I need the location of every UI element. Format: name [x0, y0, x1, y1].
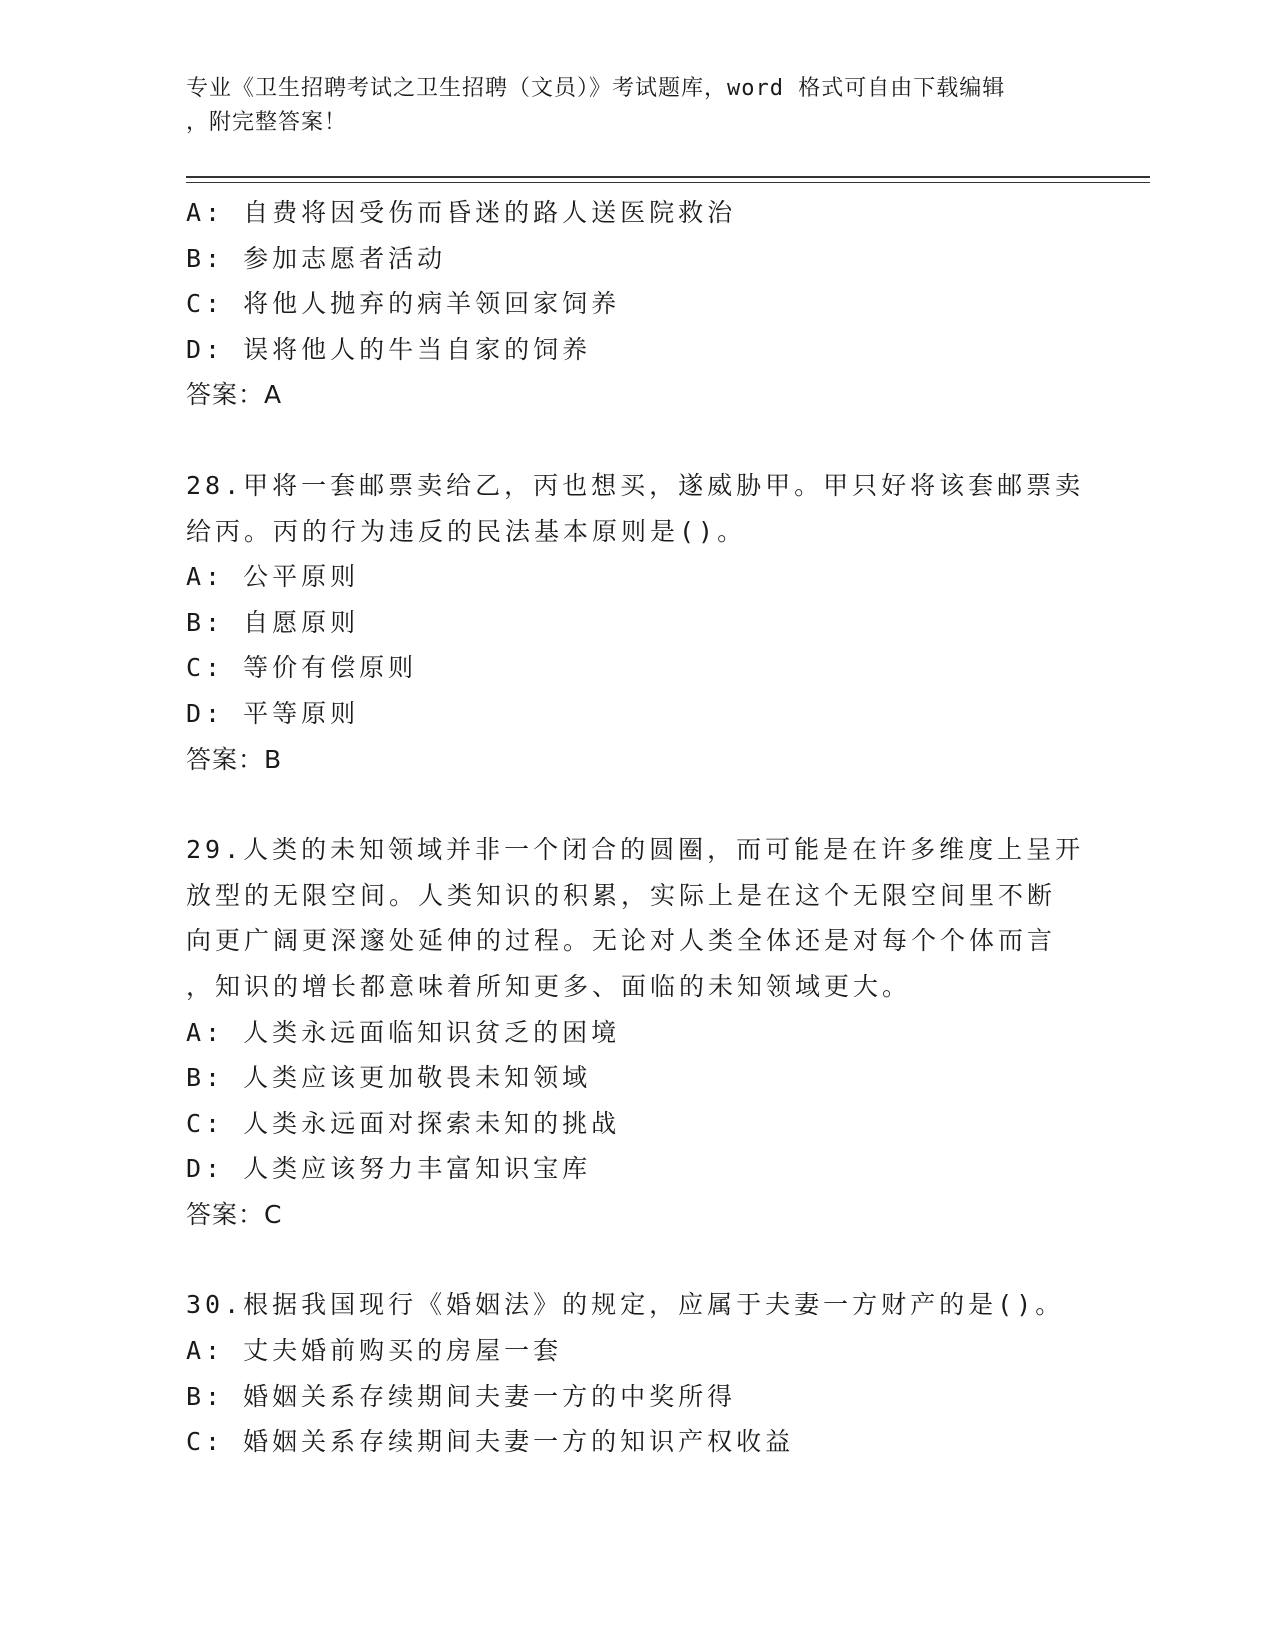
- q28-option-a: A: 公平原则: [186, 562, 360, 592]
- q29-answer: 答案：C: [186, 1199, 283, 1229]
- q27-option-a: A: 自费将因受伤而昏迷的路人送医院救治: [186, 198, 737, 227]
- question-28: [186, 463, 1086, 782]
- q27-option-b: B: 参加志愿者活动: [186, 243, 447, 273]
- q29-stem-line-4: ，知识的增长都意味着所知更多、面临的未知领域更大。: [186, 971, 912, 1001]
- question-29: [186, 827, 1086, 1237]
- q28-option-c: C: 等价有偿原则: [186, 653, 418, 683]
- header-line-2: ，附完整答案！: [186, 110, 348, 135]
- q28-stem-line-1: 28.甲将一套邮票卖给乙，丙也想买，遂威胁甲。甲只好将该套邮票卖: [186, 470, 1085, 500]
- q28-option-d: D: 平等原则: [186, 698, 360, 728]
- q29-stem-line-2: 放型的无限空间。人类知识的积累，实际上是在这个无限空间里不断: [186, 880, 1057, 910]
- document-header: [186, 72, 1066, 140]
- header-divider-thick: [186, 176, 1150, 178]
- q30-stem-line-1: 30.根据我国现行《婚姻法》的规定，应属于夫妻一方财产的是()。: [186, 1290, 1065, 1320]
- q30-option-a: A: 丈夫婚前购买的房屋一套: [186, 1336, 563, 1366]
- q29-option-c: C: 人类永远面对探索未知的挑战: [186, 1108, 621, 1138]
- header-line-1: 专业《卫生招聘考试之卫生招聘（文员）》考试题库，word 格式可自由下载编辑: [186, 76, 1006, 101]
- q30-option-c: C: 婚姻关系存续期间夫妻一方的知识产权收益: [186, 1427, 795, 1457]
- q28-answer: 答案：B: [186, 744, 283, 774]
- question-list: [186, 190, 1086, 1465]
- q27-option-d: D: 误将他人的牛当自家的饲养: [186, 334, 592, 364]
- spacer: [186, 418, 1086, 463]
- q27-answer: 答案：A: [186, 380, 283, 410]
- question-27: [186, 190, 1086, 418]
- q29-stem-line-3: 向更广阔更深邃处延伸的过程。无论对人类全体还是对每个个体而言: [186, 926, 1057, 956]
- q27-option-c: C: 将他人抛弃的病羊领回家饲养: [186, 289, 621, 319]
- spacer: [186, 1237, 1086, 1282]
- q28-stem-line-2: 给丙。丙的行为违反的民法基本原则是()。: [186, 516, 747, 546]
- header-divider-thin: [186, 182, 1150, 183]
- question-30: [186, 1282, 1086, 1464]
- q29-stem-line-1: 29.人类的未知领域并非一个闭合的圆圈，而可能是在许多维度上呈开: [186, 835, 1085, 865]
- q30-option-b: B: 婚姻关系存续期间夫妻一方的中奖所得: [186, 1381, 737, 1411]
- spacer: [186, 782, 1086, 827]
- q29-option-b: B: 人类应该更加敬畏未知领域: [186, 1063, 592, 1093]
- q28-option-b: B: 自愿原则: [186, 607, 360, 637]
- q29-option-d: D: 人类应该努力丰富知识宝库: [186, 1154, 592, 1184]
- q29-option-a: A: 人类永远面临知识贫乏的困境: [186, 1017, 621, 1047]
